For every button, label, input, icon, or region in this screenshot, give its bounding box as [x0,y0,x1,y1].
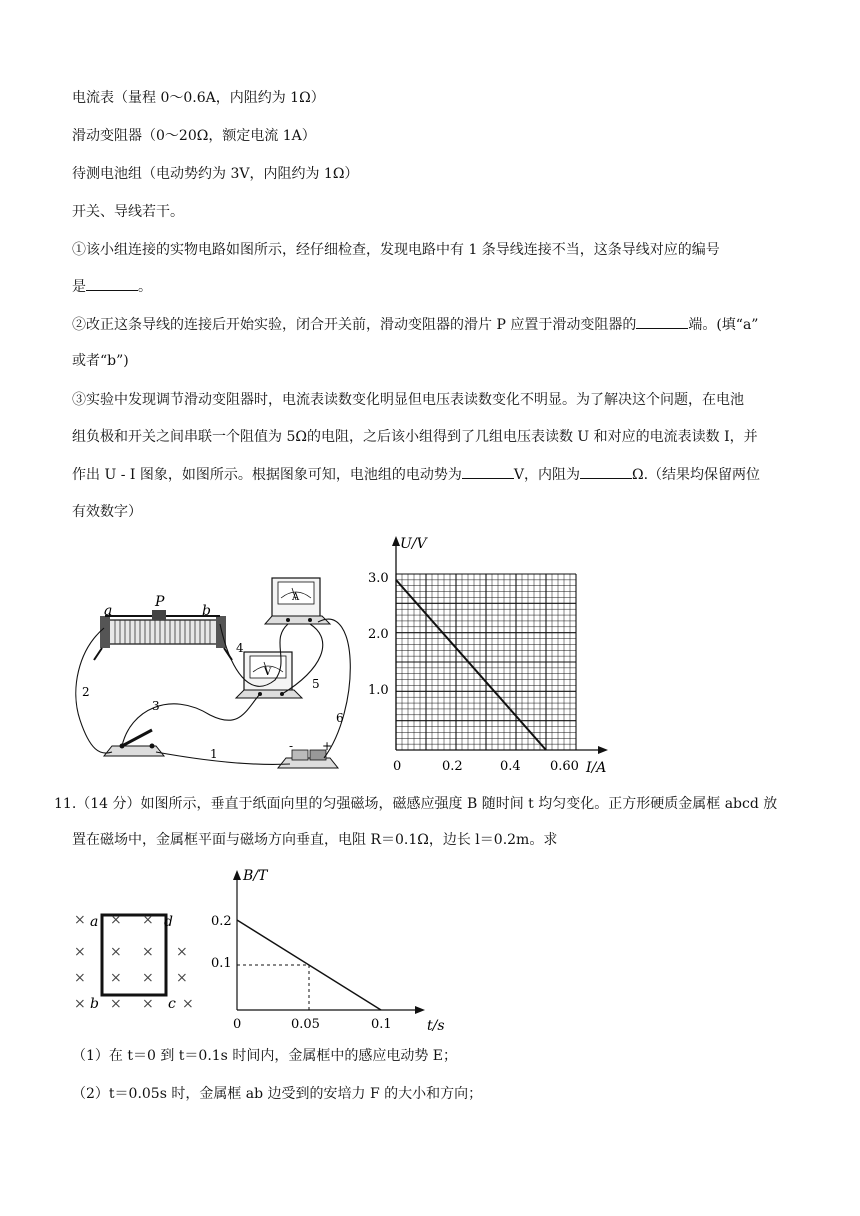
magnetic-field-frame [70,904,200,1024]
wire-6-label: 6 [336,711,344,725]
q10-part3-suffix: Ω.（结果均保留两位 [631,467,761,483]
answer-blank[interactable] [636,314,688,329]
bt-x-tick: 0 [233,1017,242,1032]
cross-icon: × [142,944,154,960]
wire-1 [156,752,290,764]
ui-chart [360,530,620,780]
cross-icon: × [176,944,188,960]
cross-icon: × [142,912,154,928]
corner-b-label: b [90,996,99,1012]
wire-5-label: 5 [312,677,320,691]
q10-part3-line3 [72,464,760,485]
cross-icon: × [142,996,154,1012]
ui-y-tick: 2.0 [368,627,389,642]
wire-1-label: 1 [210,747,218,761]
wire-3 [122,694,260,746]
cross-icon: × [110,912,122,928]
cross-icon: × [110,944,122,960]
answer-blank[interactable] [580,464,632,479]
equipment-battery: 待测电池组（电动势约为 3V，内阻约为 1Ω） [72,166,359,182]
corner-d-label: d [164,914,173,930]
cross-icon: × [110,970,122,986]
rheostat [94,610,232,660]
bt-x-tick: 0.05 [291,1017,320,1032]
battery-plus-label: + [322,739,333,753]
q10-part3-line2: 组负极和开关之间串联一个阻值为 5Ω的电阻，之后该小组得到了几组电压表读数 U 和对应的电流表读数 I，并 [72,429,758,445]
wire-2-label: 2 [82,685,90,699]
q10-part3-line1: ③实验中发现调节滑动变阻器时，电流表读数变化明显但电压表读数变化不明显。为了解决这个问题，在电池 [72,392,744,408]
ui-y-tick: 1.0 [368,683,389,698]
cross-icon: × [74,912,86,928]
voltmeter-glyph: V [264,667,272,678]
bt-y-tick: 0.2 [211,914,232,929]
slider-p [152,610,166,620]
wire-3-label: 3 [152,699,160,713]
ammeter-glyph: A [292,592,300,603]
answer-blank[interactable] [462,464,514,479]
q10-part2-suffix: 端。(填“a” [688,317,759,333]
terminal-a-label: a [104,603,113,619]
bt-y-axis-arrow [233,870,241,880]
wire-4-label: 4 [236,641,244,655]
bt-x-axis-label: t/s [427,1018,445,1032]
ui-x-tick: 0 [393,759,402,774]
equipment-ammeter: 电流表（量程 0～0.6A，内阻约为 1Ω） [72,90,325,106]
q11-heading: 11.（14 分）如图所示，垂直于纸面向里的匀强磁场，磁感应强度 B 随时间 t 均匀变化。正方形硬质金属框 abcd 放 [54,796,778,812]
switch [104,730,164,756]
bt-x-axis-arrow [415,1006,425,1014]
cross-icon: × [142,970,154,986]
q10-part2-prefix: ②改正这条导线的连接后开始实验，闭合开关前，滑动变阻器的滑片 P 应置于滑动变阻器的 [72,317,637,333]
ui-x-tick: 0.60 [550,759,579,774]
bt-y-tick: 0.1 [211,956,232,971]
battery-minus-label: - [289,739,294,753]
ui-y-tick: 3.0 [368,571,389,586]
answer-blank[interactable] [86,276,138,291]
slider-p-label: P [155,594,165,610]
q10-part3-line4: 有效数字） [72,504,142,520]
cross-icon: × [110,996,122,1012]
q10-part3-mid: V，内阻为 [513,467,580,483]
ui-y-axis-arrow [392,536,400,546]
cross-icon: × [74,996,86,1012]
q10-part1-line1: ①该小组连接的实物电路如图所示，经仔细检查，发现电路中有 1 条导线连接不当，这条导线对应的编号 [72,242,720,258]
q10-part2-line1 [72,314,758,335]
q10-part1-suffix: 。 [138,279,152,295]
cross-icon: × [176,970,188,986]
cross-icon: × [182,996,194,1012]
ui-y-axis-label: U/V [400,536,427,552]
ui-x-tick: 0.2 [442,759,463,774]
equipment-rheostat: 滑动变阻器（0～20Ω，额定电流 1A） [72,128,316,144]
corner-a-label: a [90,914,99,930]
cross-icon: × [74,944,86,960]
terminal-b-label: b [202,603,211,619]
ui-x-axis-label: I/A [586,760,607,776]
q10-part1-prefix: 是 [72,279,86,295]
equipment-switch-wires: 开关、导线若干。 [72,204,184,220]
cross-icon: × [74,970,86,986]
bt-chart [205,862,455,1032]
ui-x-tick: 0.4 [500,759,521,774]
ui-x-axis-arrow [598,746,608,754]
ui-grid [396,574,576,750]
q11-sub2: （2）t＝0.05s 时，金属框 ab 边受到的安培力 F 的大小和方向； [72,1086,483,1102]
bt-y-axis-label: B/T [243,868,268,884]
q11-sub1: （1）在 t＝0 到 t＝0.1s 时间内，金属框中的感应电动势 E； [72,1048,457,1064]
circuit-diagram [60,560,360,780]
q10-part1-line2 [72,276,152,297]
q10-part2-line2: 或者“b”) [72,353,129,369]
q11-heading-cont: 置在磁场中，金属框平面与磁场方向垂直，电阻 R＝0.1Ω，边长 l＝0.2m。求 [72,832,558,848]
corner-c-label: c [168,996,176,1012]
ui-series-line [396,580,546,750]
q10-part3-prefix: 作出 U - I 图象，如图所示。根据图象可知，电池组的电动势为 [72,467,462,483]
bt-x-tick: 0.1 [371,1017,392,1032]
